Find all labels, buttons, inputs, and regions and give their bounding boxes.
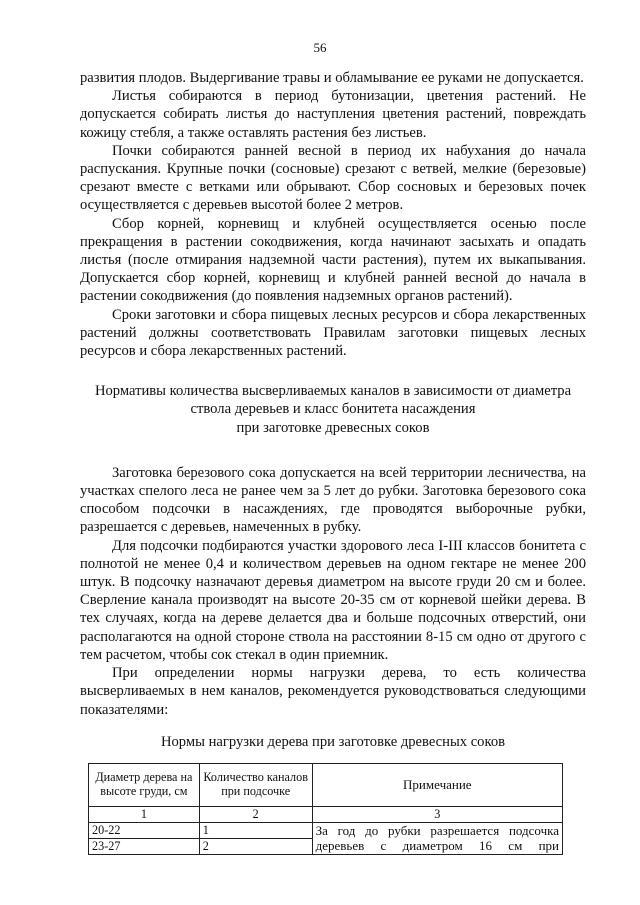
paragraph-buds: Почки собираются ранней весной в период их набухания до начала распускания. Крупные почки (сосновые) срезают с ветвей, мелкие (березовые) срезают вместе с ветками или обрывают. Сбор сосновых и березовых почек осуществляется с деревьев высотой более 2 метров. [80,142,586,214]
header-channels: Количество каналов при подсочке [199,763,312,806]
note-line1: За год до рубки разрешается подсочка [315,822,559,838]
paragraph-leaves: Листья собираются в период бутонизации, цветения растений. Не допускается собирать листья до наступления цветения растений, повреждать кожицу стебля, а также оставлять растения без листьев. [80,88,586,141]
section-heading-line3: при заготовке древесных соков [236,419,430,436]
table-row [89,822,563,838]
paragraph-load-norm: При определении нормы нагрузки дерева, то есть количества высверливаемых в нем каналов, рекомендуется руководствоваться следующими показателями: [80,665,586,718]
header-note: Примечание [312,763,562,806]
table-header-row [89,763,563,806]
note-line2: деревьев с диаметром 16 см при [315,837,559,853]
column-number: 1 [89,806,200,822]
paragraph-terms: Сроки заготовки и сбора пищевых лесных ресурсов и сбора лекарственных растений должны соответствовать Правилам заготовки пищевых лесных ресурсов и сбора лекарственных растений. [80,306,586,360]
section-heading-line1: Нормативы количества высверливаемых каналов в зависимости от диаметра [94,383,572,400]
paragraph-tapping: Для подсочки подбираются участки здорового леса I-III классов бонитета с полнотой не менее 0,4 и количеством деревьев на одном гектаре не менее 200 штук. В подсочку назначают деревья диаметром на высоте груди 20 см и более. Сверление канала производят на высоте 20-35 см от корневой шейки дерева. В тех случаях, когда на дереве делается два и больше подсочных отверстий, они располагаются на одной стороне ствола на расстоянии 8-15 см одно от другого с тем расчетом, чтобы сок стекал в один приемник. [80,537,586,663]
paragraph-continuation: развития плодов. Выдергивание травы и обламывание ее руками не допускается. [80,70,584,86]
table-caption: Нормы нагрузки дерева при заготовке древесных соков [160,733,506,750]
page-body [80,69,586,855]
column-number: 2 [199,806,312,822]
header-diameter: Диаметр дерева на высоте груди, см [89,763,200,806]
column-number: 3 [312,806,562,822]
diameter-cell: 20-22 [89,822,200,838]
paragraph-roots: Сбор корней, корневищ и клубней осуществляется осенью после прекращения в растении сокодвижения, когда начинают засыхать и опадать листья (после отмирания надземной части растения), путем их выкапывания. Допускается сбор корней, корневищ и клубней ранней весной до начала в растении сокодвижения (до появления надземных органов растений). [80,215,586,305]
section-heading-line2: ствола деревьев и класс бонитета насаждения [190,401,476,418]
note-cell [312,822,562,854]
channels-cell: 1 [199,822,312,838]
paragraph-birch-sap: Заготовка березового сока допускается на всей территории лесничества, на участках спелого леса не ранее чем за 5 лет до рубки. Заготовка березового сока способом подсочки в насаждениях, где проводятся выборочные рубки, разрешается с деревьев, намеченных в рубку. [80,464,586,536]
load-norms-table [88,763,563,855]
channels-cell: 2 [199,838,312,854]
table-column-numbers-row [89,806,563,822]
section-heading [80,382,586,437]
page-number: 56 [313,40,327,55]
diameter-cell: 23-27 [89,838,200,854]
